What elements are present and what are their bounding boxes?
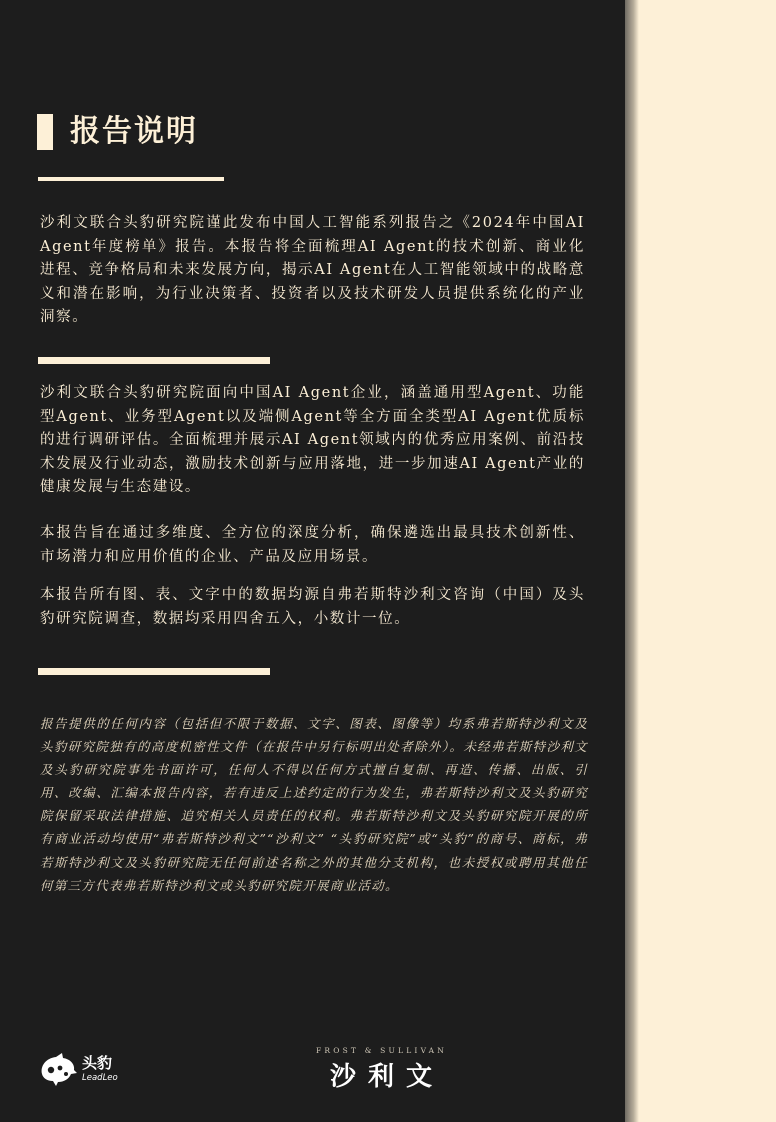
leopard-icon bbox=[38, 1052, 78, 1086]
title-accent-bar bbox=[37, 114, 53, 150]
page-title: 报告说明 bbox=[70, 114, 198, 149]
section-divider-2 bbox=[38, 668, 270, 675]
section-divider-1 bbox=[38, 357, 270, 364]
panel-shadow bbox=[625, 0, 639, 1122]
data-source-paragraph: 本报告所有图、表、文字中的数据均源自弗若斯特沙利文咨询（中国）及头豹研究院调查，数据均采用四舍五入，小数计一位。 bbox=[40, 587, 585, 627]
intro-paragraph: 沙利文联合头豹研究院谨此发布中国人工智能系列报告之《2024年中国AI Agent年度榜单》报告。本报告将全面梳理AI Agent的技术创新、商业化进程、竞争格局和未来发展方向，揭示AI Agent在人工智能领域中的战略意义和潜在影响，为行业决策者、投资者以及技术研发人员提供系统化的产业洞察。 bbox=[40, 215, 585, 325]
frost-sullivan-logo bbox=[316, 1046, 466, 1091]
frost-sullivan-english-name: FROST & SULLIVAN bbox=[316, 1046, 448, 1055]
leadleo-english-name: LeadLeo bbox=[82, 1073, 118, 1083]
title-underline bbox=[38, 177, 224, 181]
frost-sullivan-chinese-name: 沙利文 bbox=[330, 1062, 445, 1092]
leadleo-logo bbox=[38, 1050, 138, 1090]
scope-paragraph: 沙利文联合头豹研究院面向中国AI Agent企业，涵盖通用型Agent、功能型Agent、业务型Agent以及端侧Agent等全方面全类型AI Agent优质标的进行调研评估。全面梳理并展示AI Agent领域内的优秀应用案例、前沿技术发展及行业动态，激励技术创新与应用落地，进一步加速AI Agent产业的健康发展与生态建设。 bbox=[40, 385, 585, 495]
disclaimer-text: 报告提供的任何内容（包括但不限于数据、文字、图表、图像等）均系弗若斯特沙利文及头豹研究院独有的高度机密性文件（在报告中另行标明出处者除外）。未经弗若斯特沙利文及头豹研究院事先书面许可，任何人不得以任何方式擅自复制、再造、传播、出版、引用、改编、汇编本报告内容，若有违反上述约定的行为发生，弗若斯特沙利文及头豹研究院保留采取法律措施、追究相关人员责任的权利。弗若斯特沙利文及头豹研究院开展的所有商业活动均使用“弗若斯特沙利文”“沙利文” “头豹研究院”或“头豹”的商号、商标，弗若斯特沙利文及头豹研究院无任何前述名称之外的其他分支机构，也未授权或聘用其他任何第三方代表弗若斯特沙利文或头豹研究院开展商业活动。 bbox=[40, 716, 588, 893]
leadleo-chinese-name: 头豹 bbox=[82, 1054, 113, 1072]
purpose-paragraph: 本报告旨在通过多维度、全方位的深度分析，确保遴选出最具技术创新性、市场潜力和应用价值的企业、产品及应用场景。 bbox=[40, 525, 585, 565]
